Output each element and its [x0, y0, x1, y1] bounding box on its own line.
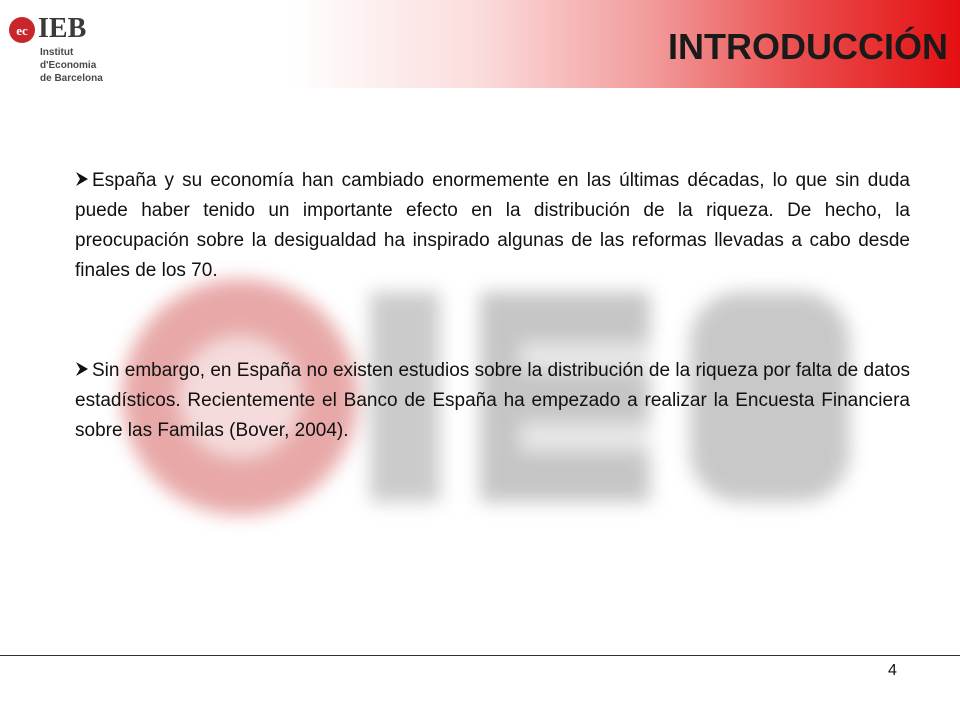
slide-title: INTRODUCCIÓN [668, 26, 948, 67]
bullet-text: España y su economía han cambiado enormemente en las últimas décadas, lo que sin duda puede haber tenido un importante efecto en la distribución de la riqueza. De hecho, la preocupación sobre la desigualdad ha inspirado algunas de las reformas llevadas a cabo desde finales de los 70. [75, 170, 910, 281]
logo-subtitle-line-1: Institut [40, 47, 74, 58]
logo-subtitle-line-3: de Barcelona [40, 73, 103, 84]
bullet-item [75, 356, 910, 446]
bullet-item [75, 166, 910, 286]
svg-text:ec: ec [16, 23, 28, 38]
logo-wordmark: IEB [38, 13, 87, 44]
slide-body [75, 166, 910, 446]
arrow-bullet-icon [75, 171, 89, 187]
ieb-logo [8, 14, 123, 88]
bullet-text: Sin embargo, en España no existen estudios sobre la distribución de la riqueza por falta de datos estadísticos. Recientemente el Banco de España ha empezado a realizar la Encuesta Financiera sobre las Familas (Bover, 2004). [75, 360, 910, 441]
logo-subtitle-line-2: d'Economia [40, 60, 97, 71]
ieb-logo-mark-icon [8, 16, 36, 44]
page-number: 4 [888, 662, 897, 679]
arrow-bullet-icon [75, 361, 89, 377]
footer-divider [0, 655, 960, 656]
